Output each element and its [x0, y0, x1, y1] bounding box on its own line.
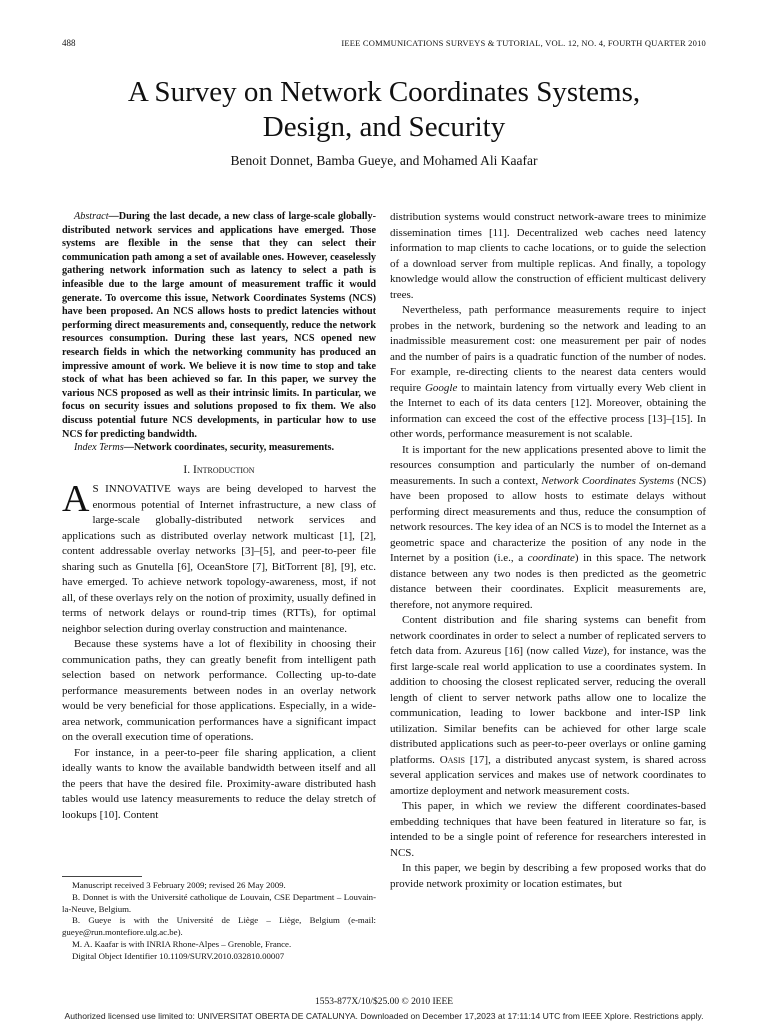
vuze-italic: Vuze [582, 645, 604, 657]
right-paragraph-1: distribution systems would construct network-aware trees to minimize dissemination times [11]. Decentralized web caches need latency information to map clients to cache locations, or to guide the selection of a download server from multiple replicas. And finally, a topology knowledge would allow the construction of efficient multicast delivery trees. [390, 211, 706, 301]
drop-cap: A [62, 478, 90, 521]
right-p3-a: It is important for the new applications presented above to limit the resources consumption and particularly the number of on-demand measurements. In such a context, [390, 443, 706, 487]
running-head: IEEE COMMUNICATIONS SURVEYS & TUTORIAL, VOL. 12, NO. 4, FOURTH QUARTER 2010 [341, 38, 706, 48]
right-paragraph-6: In this paper, we begin by describing a few proposed works that do provide network proximity or location estimates, but [390, 862, 706, 890]
author-list: Benoit Donnet, Bamba Gueye, and Mohamed Ali Kaafar [230, 153, 538, 168]
index-terms-label: Index Terms [74, 442, 124, 454]
abstract-label: Abstract [74, 211, 109, 222]
oasis-smallcaps: Oasis [439, 753, 465, 766]
footnote-donnet: B. Donnet is with the Université catholique de Louvain, CSE Department – Louvain-la-Neuve, Belgium. [62, 891, 376, 914]
footnote-manuscript: Manuscript received 3 February 2009; revised 26 May 2009. [72, 880, 286, 890]
paper-title [0, 75, 768, 145]
ncs-italic: Network Coordinates Systems [541, 474, 674, 487]
right-p3-b: (NCS) have been proposed to allow hosts to estimate delays without performing direct measurements and thus, reduce the consumption of network resources. The key idea of an NCS is to model the Internet as a geometric space and characterize the position of any node in the Internet by a position (i.e., a [390, 474, 706, 564]
right-p2-b: to maintain latency from virtually every Web client in the Internet to each of its data centers [12]. Moreover, obtaining the information can exceed the cost of the effective process [13]–[15]. In other words, performance measurement is not scalable. [390, 381, 706, 440]
authorized-use-notice: Authorized licensed use limited to: UNIVERSITAT OBERTA DE CATALUNYA. Downloaded on December 17,2023 at 17:11:14 UTC from IEEE Xplore. Restrictions apply. [64, 1011, 704, 1021]
right-p4-c: [17], a distributed anycast system, is shared across several application services and makes use of network coordinates to amortize deployment and network measurement costs. [390, 753, 706, 797]
abstract-text: During the last decade, a new class of large-scale globally-distributed network services and applications have emerged. Those systems are flexible in the sense that they can select their communication path among a set of available ones. However, ceaselessly gathering network information such as latency to select a path is infeasible due to the large amount of measurement traffic it would generate. To overcome this issue, Network Coordinates Systems (NCS) have been proposed. An NCS allows hosts to predict latencies without performing direct measurements and, consequently, reduce the network resources consumption. During these last years, NCS opened new research fields in which the networking community has produced an impressive amount of work. We believe it is now time to stop and take stock of what has been achieved so far. In this paper, we survey the various NCS proposed as well as their intrinsic limits. In particular, we focus on security issues and solutions proposed to fix them. We also discuss potential future NCS developments, in particular how to use NCS for predicting bandwidth. [62, 211, 376, 440]
right-p2-a: Nevertheless, path performance measurements require to inject probes in the network, burdening so the network and leading to an inadmissible measurement cost: one measurement per pair of nodes and the number of pairs is a quadratic function of the number of nodes. For example, re-directing clients to the nearest data centers would require [390, 304, 706, 394]
right-p4-b: ), for instance, was the first large-scale real world application to use a coordinates system. In addition to choosing the closest replicated server, reducing the overall length of client to server network paths allow one to localize the communication, leading to lower backbone and inter-ISP link utilization. Similar benefits can be achieved for other large scale distributed applications such as peer-to-peer overlays or online gaming platforms. [390, 645, 706, 766]
right-paragraph-4 [390, 613, 706, 799]
intro-paragraph-3: For instance, in a peer-to-peer file sharing application, a client ideally wants to know the available bandwidth between itself and all the peers that have the desired file. Proximity-aware distributed hash tables would use latency measurements to reduce the delay stretch of lookups [10]. Content [62, 746, 376, 821]
footnote-gueye: B. Gueye is with the Université de Liège – Liège, Belgium (e-mail: gueye@run.montefiore.ulg.ac.be). [62, 915, 376, 938]
right-p4-a: Content distribution and file sharing systems can benefit from network coordinates in order to select a number of replicated servers to fetch data from. Azureus [16] (now called [390, 614, 706, 657]
google-italic: Google [424, 381, 458, 394]
index-terms: Index Terms—Network coordinates, security, measurements. [74, 442, 335, 454]
right-paragraph-3 [390, 443, 706, 614]
copyright-code: 1553-877X/10/$25.00 © 2010 IEEE [314, 997, 454, 1007]
footnote-kaafar: M. A. Kaafar is with INRIA Rhone-Alpes – Grenoble, France. [72, 938, 292, 949]
index-terms-text: Network coordinates, security, measurements. [133, 442, 335, 454]
right-column [390, 210, 706, 892]
right-p3-c: ) in this space. The network distance between any two nodes is then predicted as the geometric distance between their coordinates. Explicit measurements are, therefore, not anymore required. [390, 552, 706, 611]
page-number: 488 [62, 38, 76, 48]
right-paragraph-5: This paper, in which we review the different coordinates-based embedding techniques that have been featured in literature so far, is intended to be a single point of reference for researchers interested in NCS. [390, 800, 706, 859]
right-paragraph-2 [390, 303, 706, 443]
footnotes [62, 880, 376, 963]
left-column [62, 210, 376, 823]
intro-paragraph-2: Because these systems have a lot of flexibility in choosing their communication paths, they can greatly benefit from intelligent path selection based on network performance. Collecting up-to-date performance measurements between nodes in an overlay network would be very beneficial for those applications. Especially, in a wide-area network, communication performances have a significant impact on the overall execution time of operations. [62, 638, 376, 744]
intro-first-word: S INNOVATIVE [92, 483, 171, 496]
footnote-rule [62, 876, 142, 877]
title-line-2: Design, and Security [262, 111, 506, 143]
section-heading-introduction: I. Introduction [183, 463, 255, 476]
title-line-1: A Survey on Network Coordinates Systems, [127, 76, 641, 108]
abstract: Abstract—During the last decade, a new class of large-scale globally-distributed network services and applications have emerged. Those systems are flexible in the sense that they can select their communication path among a set of available ones. However, ceaselessly gathering network information such as latency to select a path is infeasible due to the large amount of measurement traffic it would generate. To overcome this issue, Network Coordinates Systems (NCS) have been proposed. An NCS allows hosts to predict latencies without performing direct measurements and, consequently, reduce the network resources consumption. During these last years, NCS opened new research fields in which the networking community has produced an impressive amount of work. We believe it is now time to stop and take stock of what has been achieved so far. In this paper, we survey the various NCS proposed as well as their intrinsic limits. In particular, we focus on security issues and solutions proposed to fix them. We also discuss potential future NCS developments, in particular how to use NCS for predicting bandwidth. [62, 211, 376, 440]
intro-p1-text: ways are being developed to harvest the enormous potential of Internet infrastructure, a new class of large-scale globally-distributed network services and applications such as distributed overlay network multicast [1], [2], content addressable overlay networks [3]–[5], and peer-to-peer file sharing such as Gnutella [6], OceanStore [7], BitTorrent [8], [9], etc. have emerged. To achieve network topology-awareness, most, if not all, of these overlays rely on the notion of proximity, usually defined in terms of network delays or round-trip times (RTTs), for optimal neighbor selection during overlay construction and maintenance. [62, 483, 376, 635]
intro-paragraph-1 [62, 478, 376, 637]
coordinate-italic: coordinate [527, 552, 575, 564]
footnote-doi: Digital Object Identifier 10.1109/SURV.2010.032810.00007 [72, 950, 285, 961]
